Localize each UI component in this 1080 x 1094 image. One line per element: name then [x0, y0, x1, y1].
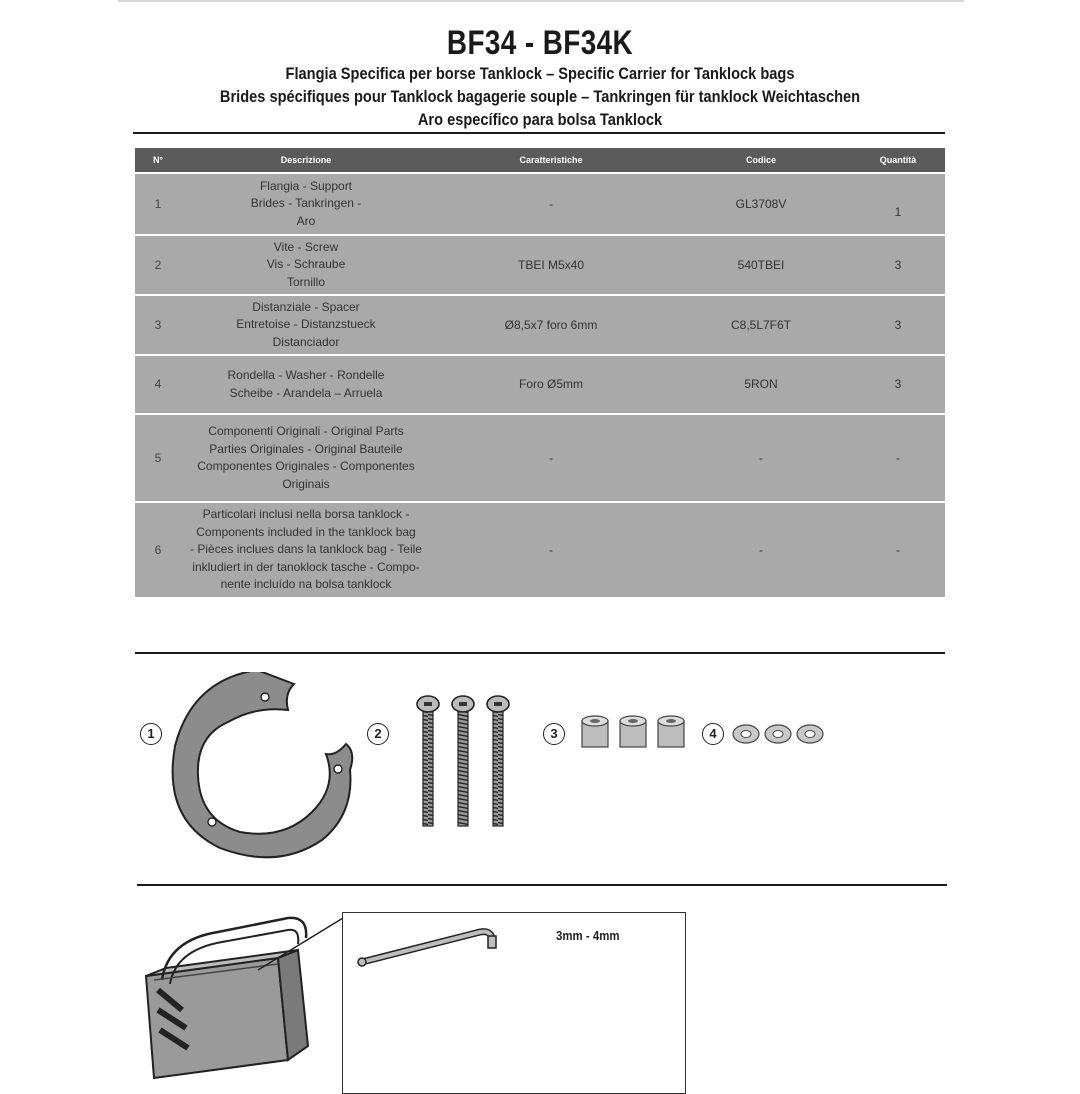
page-title: BF34 - BF34K	[446, 24, 634, 62]
row-description	[181, 236, 431, 294]
row-characteristics: -	[431, 174, 671, 234]
parts-divider	[135, 652, 945, 654]
description-line: Componenti Originali - Original Parts	[208, 424, 404, 438]
allen-key-size-label: 3mm - 4mm	[556, 928, 620, 943]
row-number: 2	[135, 236, 181, 294]
row-code: C8,5L7F6T	[671, 296, 851, 354]
screw-icon	[408, 694, 518, 828]
callout-3: 3	[543, 723, 565, 745]
row-characteristics: -	[431, 415, 671, 501]
description-line: Distanciador	[272, 334, 340, 349]
table-row	[135, 356, 945, 413]
document-header	[0, 24, 1080, 131]
washer-icon	[730, 720, 830, 748]
description-line: Aro	[296, 213, 316, 228]
row-description	[181, 296, 431, 354]
row-characteristics: -	[431, 503, 671, 597]
row-description	[181, 415, 431, 501]
description-line: Flangia - Support	[259, 178, 353, 193]
toolbox-icon	[138, 910, 348, 1080]
subtitle-line-1: Flangia Specifica per borse Tanklock – Specific Carrier for Tanklock bags	[285, 64, 795, 83]
row-number: 5	[135, 415, 181, 501]
tools-divider	[137, 884, 947, 886]
table-row	[135, 236, 945, 294]
callout-1: 1	[140, 723, 162, 745]
row-description	[181, 356, 431, 413]
description-line: Distanziale - Spacer	[252, 299, 360, 314]
top-border	[118, 0, 964, 2]
row-description	[181, 503, 431, 597]
flange-ring-icon	[160, 672, 370, 872]
row-quantity: 3	[851, 356, 945, 413]
col-header-number: N°	[135, 148, 181, 172]
table-row	[135, 296, 945, 354]
parts-table	[135, 146, 945, 599]
row-characteristics: Ø8,5x7 foro 6mm	[431, 296, 671, 354]
description-line: inkludiert in der tanoklock tasche - Compo-	[192, 559, 420, 574]
row-number: 6	[135, 503, 181, 597]
row-code: 540TBEI	[671, 236, 851, 294]
description-line: Vite - Screw	[273, 239, 339, 254]
table-row	[135, 415, 945, 501]
col-header-code: Codice	[671, 148, 851, 172]
row-code: GL3708V	[671, 174, 851, 234]
description-line: Brides - Tankringen -	[250, 196, 362, 211]
row-characteristics: TBEI M5x40	[431, 236, 671, 294]
description-line: Scheibe - Arandela – Arruela	[229, 385, 383, 400]
table-row	[135, 174, 945, 234]
subtitle-line-2: Brides spécifiques pour Tanklock bagagerie souple – Tankringen für tanklock Weichtaschen	[219, 87, 861, 106]
row-quantity: 1	[851, 174, 945, 234]
callout-4: 4	[702, 723, 724, 745]
description-line: Vis - Schraube	[266, 257, 346, 272]
header-divider	[133, 132, 945, 134]
description-line: Tornillo	[286, 274, 325, 289]
description-line: Entretoise - Distanzstueck	[236, 317, 376, 332]
description-line: Parties Originales - Original Bauteile	[209, 441, 403, 456]
table-header-row	[135, 148, 945, 172]
description-line: Particolari inclusi nella borsa tanklock -	[202, 507, 410, 522]
col-header-description: Descrizione	[181, 148, 431, 172]
row-characteristics: Foro Ø5mm	[431, 356, 671, 413]
row-quantity: -	[851, 503, 945, 597]
row-number: 1	[135, 174, 181, 234]
col-header-characteristics: Caratteristiche	[431, 148, 671, 172]
description-line: nente incluído na bolsa tanklock	[220, 577, 392, 592]
table-row	[135, 503, 945, 597]
row-code: 5RON	[671, 356, 851, 413]
description-line: Componentes Originales - Componentes	[197, 459, 415, 473]
spacer-icon	[578, 713, 690, 753]
row-description	[181, 174, 431, 234]
description-line: Components included in the tanklock bag	[196, 524, 416, 539]
col-header-quantity: Quantità	[851, 148, 945, 172]
row-quantity: -	[851, 415, 945, 501]
allen-key-icon	[352, 924, 502, 970]
description-line: Rondella - Washer - Rondelle	[227, 368, 385, 382]
row-code: -	[671, 503, 851, 597]
subtitle-line-3: Aro específico para bolsa Tanklock	[417, 110, 663, 129]
row-quantity: 3	[851, 236, 945, 294]
description-line: Originais	[282, 476, 330, 491]
description-line: - Pièces inclues dans la tanklock bag - Teile	[190, 542, 422, 557]
row-quantity: 3	[851, 296, 945, 354]
row-code: -	[671, 415, 851, 501]
row-number: 4	[135, 356, 181, 413]
row-number: 3	[135, 296, 181, 354]
callout-2: 2	[367, 723, 389, 745]
